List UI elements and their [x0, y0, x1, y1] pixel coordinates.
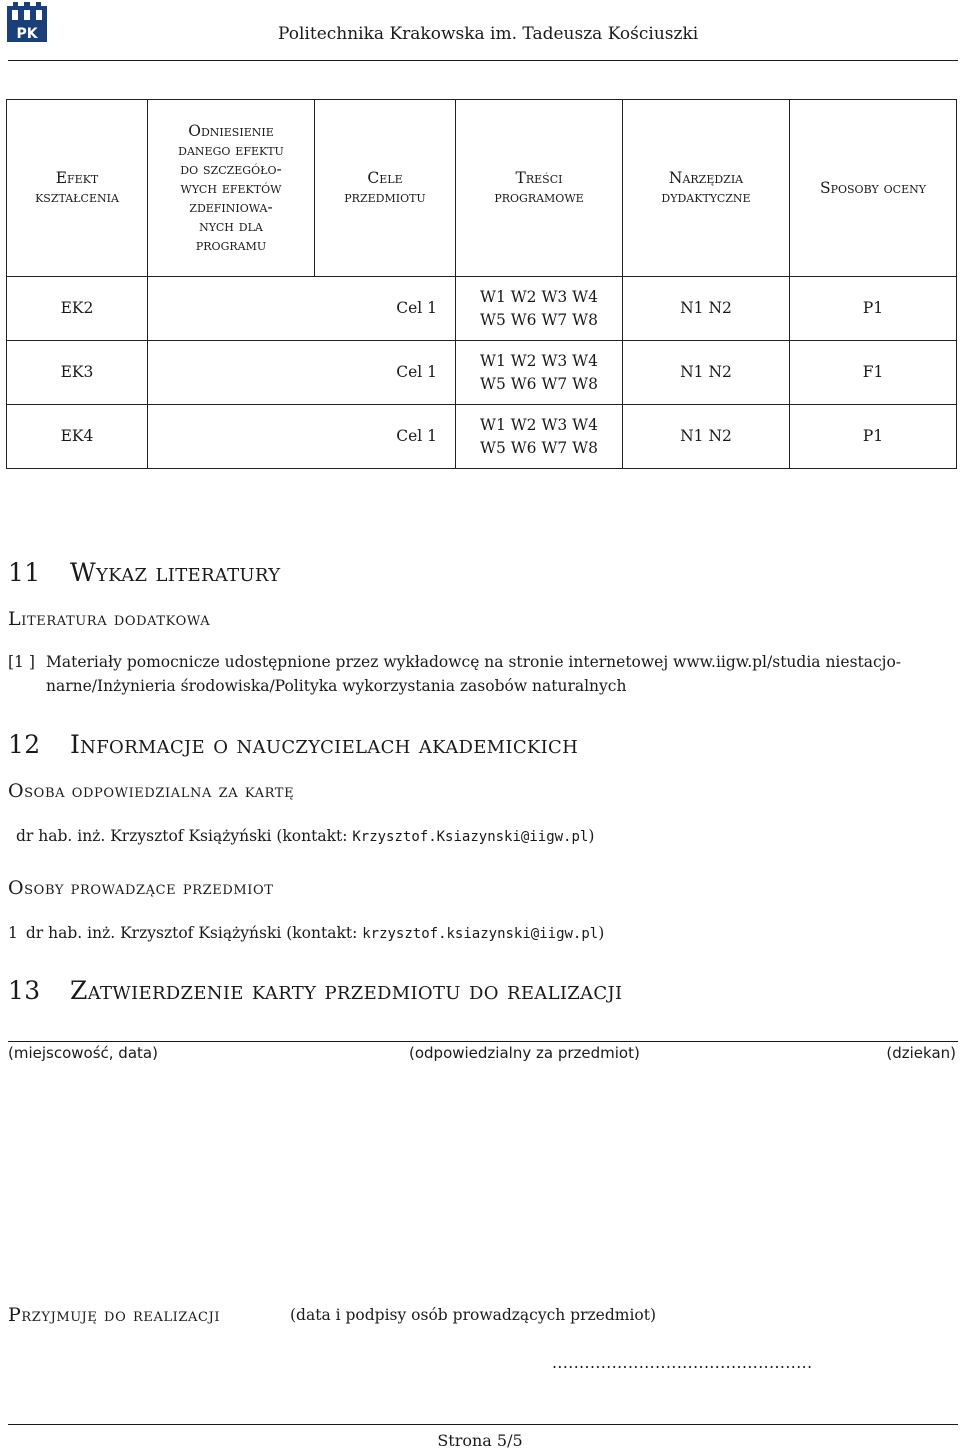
cell-odniesienie: [148, 277, 315, 341]
cell-tresci: W1 W2 W3 W4 W5 W6 W7 W8: [456, 405, 623, 469]
responsible-person: dr hab. inż. Krzysztof Książyński (kontakt: Krzysztof.Ksiazynski@iigw.pl): [16, 827, 595, 845]
accept-label: Przyjmuję do realizacji: [8, 1304, 221, 1326]
cell-sposoby: F1: [790, 341, 957, 405]
cell-cel: Cel 1: [315, 277, 456, 341]
email-link[interactable]: krzysztof.ksiazynski@iigw.pl: [362, 926, 599, 942]
cell-sposoby: P1: [790, 405, 957, 469]
section-number: 13: [8, 976, 41, 1005]
section-11-subheading: Literatura dodatkowa: [8, 608, 211, 630]
university-logo: [4, 0, 50, 44]
cell-tresci: W1 W2 W3 W4 W5 W6 W7 W8: [456, 277, 623, 341]
literature-item-marker: [1 ]: [8, 653, 35, 671]
cell-odniesienie: [148, 341, 315, 405]
footer-rule: [8, 1424, 958, 1425]
learning-outcomes-table: [6, 99, 957, 469]
cell-sposoby: P1: [790, 277, 957, 341]
signature-responsible: (odpowiedzialny za przedmiot): [409, 1044, 640, 1062]
cell-odniesienie: [148, 405, 315, 469]
header-efekt: Efekt kształcenia: [7, 100, 148, 277]
table-row: [7, 277, 957, 341]
signature-place-date: (miejscowość, data): [8, 1044, 158, 1062]
section-title: Wykaz literatury: [70, 558, 281, 587]
header-tresci: Treści programowe: [456, 100, 623, 277]
header-rule: [8, 60, 958, 61]
cell-narzedzia: N1 N2: [623, 341, 790, 405]
signature-dean: (dziekan): [886, 1044, 956, 1062]
section-12-subheading-responsible: Osoba odpowiedzialna za kartę: [8, 780, 295, 802]
header-title: Politechnika Krakowska im. Tadeusza Kościuszki: [278, 24, 699, 44]
section-12-heading: [8, 730, 578, 759]
section-12-subheading-lecturers: Osoby prowadzące przedmiot: [8, 877, 274, 899]
lecturer-item: 1 dr hab. inż. Krzysztof Książyński (kontakt: krzysztof.ksiazynski@iigw.pl): [8, 924, 605, 942]
cell-narzedzia: N1 N2: [623, 405, 790, 469]
cell-tresci: W1 W2 W3 W4 W5 W6 W7 W8: [456, 341, 623, 405]
cell-ek: EK2: [7, 277, 148, 341]
section-number: 11: [8, 558, 41, 587]
section-number: 12: [8, 730, 41, 759]
table-row: [7, 341, 957, 405]
lecturer-number: 1: [8, 924, 18, 942]
cell-ek: EK4: [7, 405, 148, 469]
section-title: Informacje o nauczycielach akademickich: [70, 730, 579, 759]
header-odniesienie: Odniesienie danego efektu do szczegóło- wych efektów zdefiniowa- nych dla programu: [148, 100, 315, 277]
svg-text:PK: PK: [16, 26, 38, 42]
cell-cel: Cel 1: [315, 341, 456, 405]
section-13-heading: [8, 976, 622, 1005]
cell-ek: EK3: [7, 341, 148, 405]
page-number: Strona 5/5: [437, 1431, 523, 1450]
signature-line: [8, 1041, 958, 1042]
section-title: Zatwierdzenie karty przedmiotu do realizacji: [70, 976, 623, 1005]
cell-narzedzia: N1 N2: [623, 277, 790, 341]
email-link[interactable]: Krzysztof.Ksiazynski@iigw.pl: [352, 829, 589, 845]
accept-text: (data i podpisy osób prowadzących przedmiot): [290, 1306, 657, 1324]
table-row: [7, 405, 957, 469]
literature-item-line2: narne/Inżynieria środowiska/Polityka wykorzystania zasobów naturalnych: [46, 677, 627, 695]
header-sposoby: Sposoby oceny: [790, 100, 957, 277]
section-11-heading: [8, 558, 280, 587]
signature-dots: ................................................: [552, 1354, 813, 1372]
table-header-row: [7, 100, 957, 277]
literature-item-line1: Materiały pomocnicze udostępnione przez wykładowcę na stronie internetowej www.iigw.pl/studia niestacjo-: [46, 653, 902, 671]
header-narzedzia: Narzędzia dydaktyczne: [623, 100, 790, 277]
cell-cel: Cel 1: [315, 405, 456, 469]
header-cele: Cele przedmiotu: [315, 100, 456, 277]
